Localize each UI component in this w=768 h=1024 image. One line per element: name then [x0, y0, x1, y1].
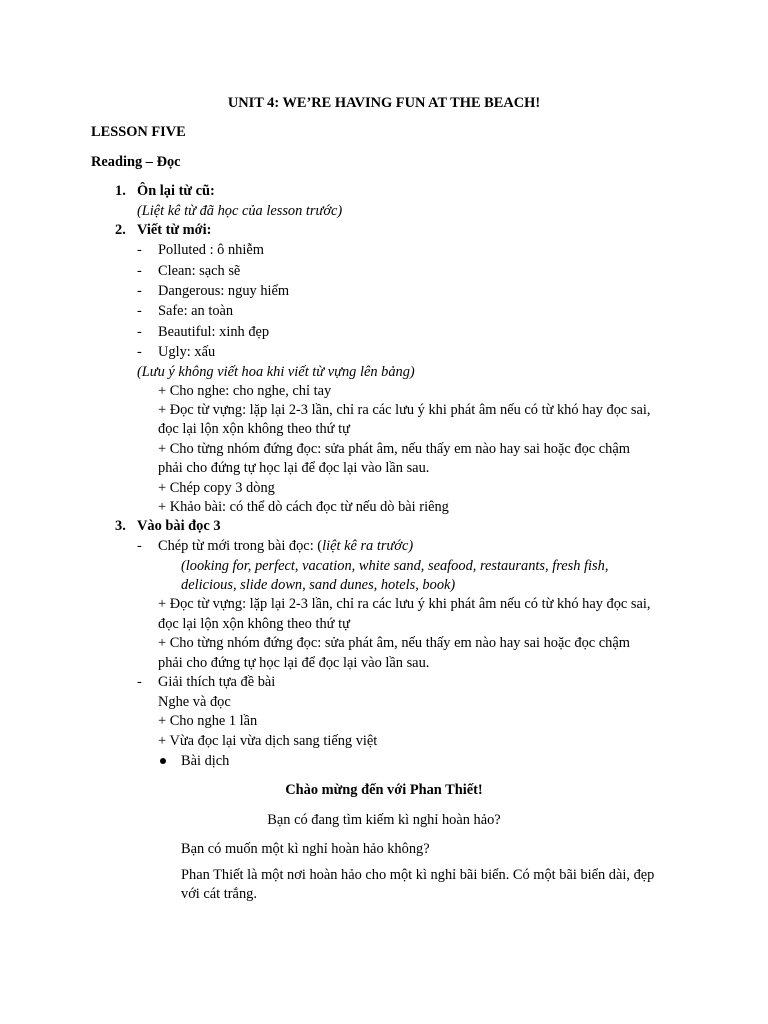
title-explain-item: Giải thích tựa đề bài — [158, 674, 276, 690]
step-line: + Đọc từ vựng: lặp lại 2-3 lần, chỉ ra các lưu ý khi phát âm nếu có từ khó hay đọc sai, — [158, 596, 651, 612]
section-1-heading: Ôn lại từ cũ: — [137, 183, 215, 199]
step-line: đọc lại lộn xộn không theo thứ tự — [158, 616, 350, 632]
translation-paragraph-2-line-1: Phan Thiết là một nơi hoàn hảo cho một kì nghỉ bãi biển. Có một bãi biển dài, đẹp — [181, 867, 655, 883]
translation-paragraph-1: Bạn có muốn một kì nghỉ hoàn hảo không? — [181, 841, 430, 857]
list-dash: - — [137, 538, 142, 554]
step-line: + Khảo bài: có thể dò cách đọc từ nếu dò bài riêng — [158, 499, 449, 515]
translation-paragraph-2-line-2: với cát trắng. — [181, 886, 257, 902]
step-line: phải cho đứng tự học lại để đọc lại vào lần sau. — [158, 460, 430, 476]
vocab-list-line: delicious, slide down, sand dunes, hotels, book) — [181, 577, 456, 593]
vocab-list-line: (looking for, perfect, vacation, white sand, seafood, restaurants, fresh fish, — [181, 558, 609, 574]
step-line: + Chép copy 3 dòng — [158, 480, 275, 496]
step-line: + Đọc từ vựng: lặp lại 2-3 lần, chỉ ra các lưu ý khi phát âm nếu có từ khó hay đọc sai, — [158, 402, 651, 418]
section-2-number: 2. — [115, 222, 126, 238]
step-line: đọc lại lộn xộn không theo thứ tự — [158, 421, 350, 437]
document-title: UNIT 4: WE’RE HAVING FUN AT THE BEACH! — [227, 95, 541, 111]
vocab-item: Clean: sạch sẽ — [158, 263, 241, 279]
vocab-item: Ugly: xấu — [158, 344, 216, 360]
step-line: + Cho nghe: cho nghe, chỉ tay — [158, 383, 332, 399]
translation-subtitle: Bạn có đang tìm kiếm kì nghỉ hoàn hảo? — [267, 812, 501, 828]
section-3-heading: Vào bài đọc 3 — [137, 518, 221, 534]
vocab-item: Polluted : ô nhiễm — [158, 242, 264, 258]
list-dash: - — [137, 263, 142, 279]
copy-words-italic: liệt kê ra trước) — [322, 538, 414, 554]
vocab-item: Beautiful: xinh đẹp — [158, 324, 270, 340]
copy-words-line — [158, 537, 413, 557]
vocab-item: Dangerous: nguy hiểm — [158, 283, 290, 299]
listen-line: + Cho nghe 1 lần — [158, 713, 258, 729]
section-3-number: 3. — [115, 518, 126, 534]
list-dash: - — [137, 242, 142, 258]
copy-words-prefix: Chép từ mới trong bài đọc: ( — [158, 538, 323, 554]
listen-line: Nghe và đọc — [158, 694, 231, 710]
list-dash: - — [137, 324, 142, 340]
list-dash: - — [137, 674, 142, 690]
list-dash: - — [137, 303, 142, 319]
section-2-heading: Viết từ mới: — [137, 222, 212, 238]
listen-line: + Vừa đọc lại vừa dịch sang tiếng việt — [158, 733, 378, 749]
translation-title: Chào mừng đến với Phan Thiết! — [285, 782, 483, 798]
bullet-dot-icon — [160, 758, 166, 764]
translation-label: Bài dịch — [181, 753, 230, 769]
list-dash: - — [137, 344, 142, 360]
section-heading: Reading – Đọc — [91, 154, 181, 170]
section-2-note: (Lưu ý không viết hoa khi viết từ vựng lên bảng) — [137, 364, 415, 380]
vocab-item: Safe: an toàn — [158, 303, 234, 319]
list-dash: - — [137, 283, 142, 299]
lesson-heading: LESSON FIVE — [91, 124, 186, 140]
step-line: + Cho từng nhóm đứng đọc: sửa phát âm, nếu thấy em nào hay sai hoặc đọc chậm — [158, 441, 630, 457]
step-line: + Cho từng nhóm đứng đọc: sửa phát âm, nếu thấy em nào hay sai hoặc đọc chậm — [158, 635, 630, 651]
section-1-number: 1. — [115, 183, 126, 199]
section-1-note: (Liệt kê từ đã học của lesson trước) — [137, 203, 343, 219]
step-line: phải cho đứng tự học lại để đọc lại vào lần sau. — [158, 655, 430, 671]
